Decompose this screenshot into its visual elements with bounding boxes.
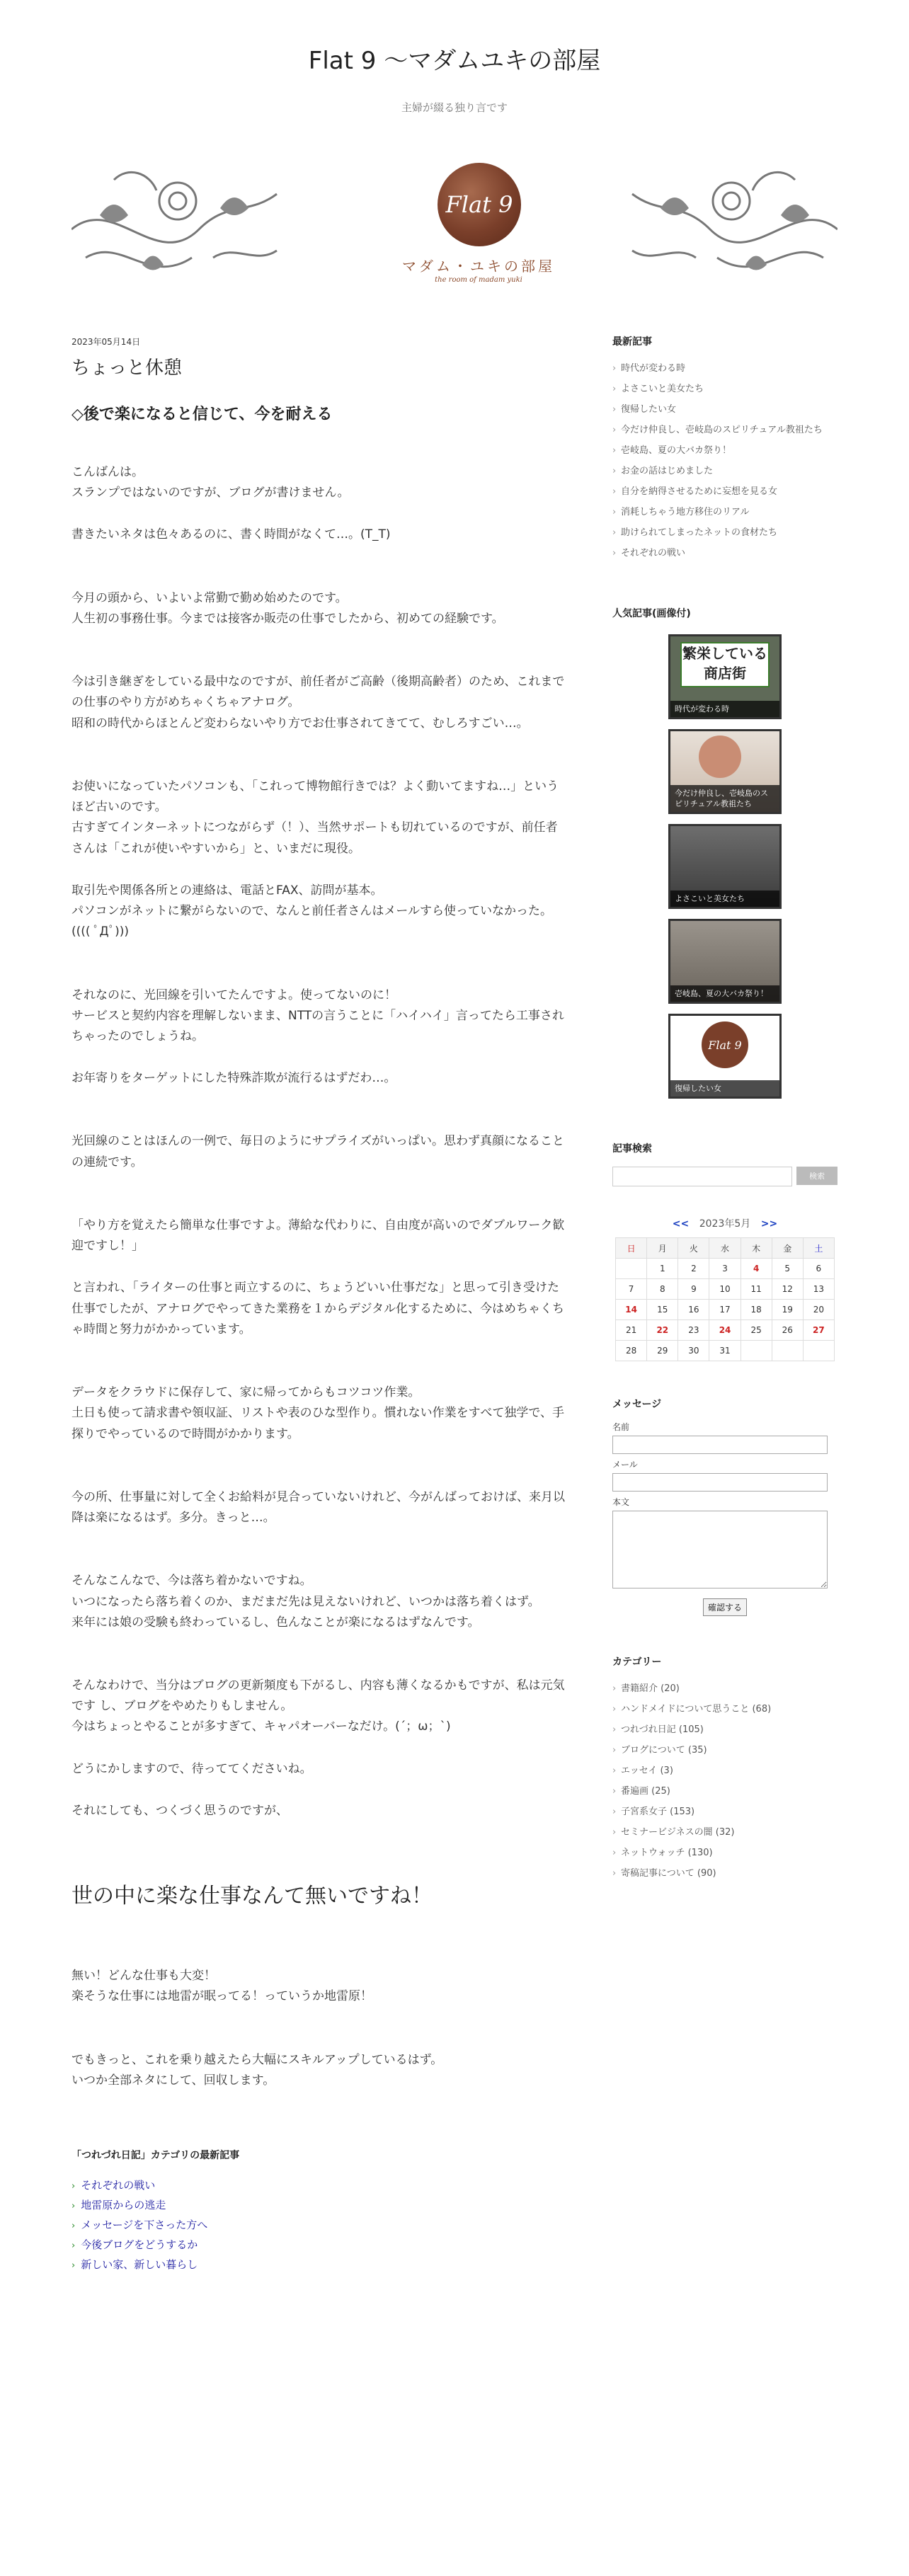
name-field[interactable] [612, 1436, 828, 1454]
calendar-day: 1 [647, 1259, 678, 1279]
calendar-day-link[interactable]: 24 [709, 1320, 741, 1341]
calendar-day: 29 [647, 1341, 678, 1361]
main-column [72, 336, 567, 2275]
related-post-anchor[interactable]: 地雷原からの逃走 [81, 2199, 166, 2212]
category-link[interactable]: › 書籍紹介 (20) [612, 1678, 837, 1699]
calendar-day: 30 [678, 1341, 709, 1361]
calendar-day: 7 [616, 1279, 647, 1300]
calendar-day: 9 [678, 1279, 709, 1300]
paragraph: 書きたいネタは色々あるのに、書く時間がなくて…。(T_T) [72, 527, 391, 542]
calendar-day: 10 [709, 1279, 741, 1300]
related-post-link[interactable] [72, 2216, 567, 2236]
category-link[interactable]: › エッセイ (3) [612, 1761, 837, 1781]
related-posts-list [72, 2176, 567, 2275]
calendar-day: 13 [803, 1279, 834, 1300]
calendar-day: 23 [678, 1320, 709, 1341]
name-label: 名前 [612, 1422, 630, 1432]
related-post-anchor[interactable]: 新しい家、新しい暮らし [81, 2258, 198, 2272]
logo-subtitle: the room of madam yuki [435, 276, 522, 284]
thumbnail-caption: 時代が変わる時 [670, 701, 779, 717]
sidebar [612, 334, 837, 1884]
paragraph: お年寄りをターゲットにした特殊詐欺が流行るはずだわ…。 [72, 1071, 396, 1086]
related-post-link[interactable] [72, 2236, 567, 2255]
shop-sign: 繁栄している商店街 [680, 642, 770, 687]
recent-post-link[interactable]: › お金の話はじめました [612, 461, 837, 481]
calendar-day [772, 1341, 803, 1361]
calendar-day: 12 [772, 1279, 803, 1300]
calendar-day-link[interactable]: 22 [647, 1320, 678, 1341]
recent-post-link[interactable]: › よさこいと美女たち [612, 379, 837, 399]
paragraph: 光回線のことはほんの一例で、毎日のようにサプライズがいっぱい。思わず真顔になることの連続です。 [72, 1134, 564, 1169]
calendar-day [741, 1341, 772, 1361]
calendar-prev-link[interactable]: << [672, 1218, 690, 1230]
calendar-day: 6 [803, 1259, 834, 1279]
paragraph: データをクラウドに保存して、家に帰ってからもコツコツ作業。 土日も使って請求書や領収証、リストや表のひな型作り。慣れない作業をすべて独学で、手探りでやっているので時間がかかります。 [72, 1385, 564, 1441]
paragraph: それなのに、光回線を引いてたんですよ。使ってないのに！ サービスと契約内容を理解しないまま、NTTの言うことに「ハイハイ」言ってたら工事されちゃったのでしょうね。 [72, 988, 564, 1043]
weekday-cell: 月 [647, 1238, 678, 1259]
calendar-day: 26 [772, 1320, 803, 1341]
body-label: 本文 [612, 1497, 630, 1507]
paragraph: お使いになっていたパソコンも、「これって博物館行きでは？よく動いてますね…」というほど古いのです。 古すぎてインターネットにつながらず（！）、当然サポートも切れているのですが、前任者さんは「これが使いやすいから」と、いまだに現役。 [72, 779, 559, 856]
calendar-header [612, 1216, 837, 1230]
category-link[interactable]: › 寄稿記事について (90) [612, 1863, 837, 1884]
thumbnail-caption: 壱岐島、夏の大バカ祭り！ [670, 985, 779, 1002]
recent-post-link[interactable]: › 壱岐島、夏の大バカ祭り！ [612, 440, 837, 461]
weekday-cell: 木 [741, 1238, 772, 1259]
header-banner[interactable] [72, 151, 837, 290]
email-field[interactable] [612, 1473, 828, 1492]
message-body-field[interactable] [612, 1511, 828, 1588]
recent-post-link[interactable]: › 時代が変わる時 [612, 358, 837, 379]
popular-post-thumbnail[interactable] [668, 729, 782, 814]
calendar-day: 2 [678, 1259, 709, 1279]
calendar-day: 28 [616, 1341, 647, 1361]
paragraph: そんなこんなで、今は落ち着かないですね。 いつになったら落ち着くのか、まだまだ先は見えないけれど、いつかは落ち着くはず。 来年には娘の受験も終わっているし、色んなことが楽になるはずなんです。 [72, 1574, 540, 1630]
recent-posts-heading: 最新記事 [612, 336, 652, 348]
calendar-day: 21 [616, 1320, 647, 1341]
recent-posts-list [612, 358, 837, 563]
related-post-link[interactable] [72, 2255, 567, 2275]
emphasis-heading: 世の中に楽な仕事なんて無いですね！ [72, 1884, 433, 1909]
calendar-next-link[interactable]: >> [760, 1218, 778, 1230]
category-link[interactable]: › セミナービジネスの闇 (32) [612, 1822, 837, 1843]
mail-label: メール [612, 1460, 638, 1470]
weekday-cell: 日 [616, 1238, 647, 1259]
site-title[interactable]: Flat 9 〜マダムユキの部屋 [308, 47, 601, 75]
calendar-day: 5 [772, 1259, 803, 1279]
site-tagline: 主婦が綴る独り言です [401, 101, 508, 114]
category-link[interactable]: › ハンドメイドについて思うこと (68) [612, 1699, 837, 1719]
paragraph: そんなわけで、当分はブログの更新頻度も下がるし、内容も薄くなるかもですが、私は元気です し、ブログをやめたりもしません。 今はちょっとやることが多すぎて、キャパオーバーなだけ。(´；ω；`) [72, 1678, 565, 1734]
calendar-day [803, 1341, 834, 1361]
left-flourish-icon [72, 151, 284, 290]
paragraph: でもきっと、これを乗り越えたら大幅にスキルアップしているはず。 いつか全部ネタにして、回収します。 [72, 2052, 443, 2088]
related-post-anchor[interactable]: 今後ブログをどうするか [81, 2238, 198, 2252]
paragraph: 今月の頭から、いよいよ常勤で勤め始めたのです。 人生初の事務仕事。今までは接客か販売の仕事でしたから、初めての経験です。 [72, 590, 504, 626]
recent-post-link[interactable]: › 復帰したい女 [612, 399, 837, 420]
weekday-cell: 金 [772, 1238, 803, 1259]
calendar-day: 20 [803, 1300, 834, 1320]
calendar-day-link[interactable]: 4 [741, 1259, 772, 1279]
related-post-anchor[interactable]: メッセージを下さった方へ [81, 2219, 208, 2232]
search-button[interactable]: 検索 [796, 1167, 837, 1185]
calendar-table [615, 1237, 835, 1361]
paragraph: 取引先や関係各所との連絡は、電話とFAX、訪問が基本。 パソコンがネットに繋がらないので、なんと前任者さんはメールすら使っていなかった。(((( ﾟДﾟ))) [72, 883, 552, 939]
category-heading: カテゴリー [612, 1656, 662, 1668]
recent-post-link[interactable]: › 助けられてしまったネットの食材たち [612, 522, 837, 543]
popular-post-thumbnail[interactable] [668, 919, 782, 1004]
message-heading: メッセージ [612, 1399, 662, 1410]
calendar-weekday-row [616, 1238, 835, 1259]
calendar-day: 15 [647, 1300, 678, 1320]
paragraph: 「やり方を覚えたら簡単な仕事ですよ。薄給な代わりに、自由度が高いのでダブルワーク歓迎ですし！」 [72, 1218, 565, 1254]
calendar-month: 2023年5月 [699, 1218, 751, 1230]
logo-mark-small: Flat 9 [702, 1021, 748, 1068]
category-link[interactable]: › 子宮系女子 (153) [612, 1802, 837, 1822]
weekday-cell: 土 [803, 1238, 834, 1259]
paragraph: と言われ、「ライターの仕事と両立するのに、ちょうどいい仕事だな」と思って引き受けた仕事でしたが、アナログでやってきた業務を１からデジタル化するために、今はめちゃくちゃ時間と努力がかかっています。 [72, 1281, 564, 1336]
logo-mark: Flat 9 [438, 163, 521, 246]
calendar-day: 18 [741, 1300, 772, 1320]
paragraph: どうにかしますので、待っててくださいね。 [72, 1761, 312, 1776]
paragraph: 今の所、仕事量に対して全くお給料が見合っていないけれど、今がんばっておけば、来月以降は楽になるはず。多分。きっと…。 [72, 1489, 565, 1525]
calendar-day: 31 [709, 1341, 741, 1361]
recent-post-link[interactable]: › 今だけ仲良し、壱岐島のスピリチュアル教祖たち [612, 420, 837, 440]
confirm-button[interactable]: 確認する [703, 1598, 747, 1616]
calendar-day: 17 [709, 1300, 741, 1320]
logo-text: マダム・ユキの部屋 [402, 258, 555, 275]
post-title[interactable]: ちょっと休憩 [72, 357, 183, 379]
calendar-day: 25 [741, 1320, 772, 1341]
weekday-cell: 水 [709, 1238, 741, 1259]
thumbnail-caption: よさこいと美女たち [670, 891, 779, 907]
related-posts-title: 「つれづれ日記」カテゴリの最新記事 [72, 2150, 240, 2162]
calendar-day: 8 [647, 1279, 678, 1300]
recent-post-link[interactable]: › 消耗しちゃう地方移住のリアル [612, 502, 837, 522]
category-link[interactable]: › ブログについて (35) [612, 1740, 837, 1761]
category-list [612, 1678, 837, 1884]
paragraph: こんばんは。 スランプではないのですが、ブログが書けません。 [72, 465, 350, 500]
category-link[interactable]: › ネットウォッチ (130) [612, 1843, 837, 1863]
weekday-cell: 火 [678, 1238, 709, 1259]
paragraph: 無い！どんな仕事も大変！ 楽そうな仕事には地雷が眠ってる！っていうか地雷原！ [72, 1969, 372, 2004]
related-post-link[interactable] [72, 2176, 567, 2196]
calendar-day [616, 1259, 647, 1279]
search-form [612, 1167, 837, 1186]
calendar-day: 3 [709, 1259, 741, 1279]
calendar-day-link[interactable]: 14 [616, 1300, 647, 1320]
thumbnail-caption: 復帰したい女 [670, 1080, 779, 1097]
popular-post-thumbnail[interactable] [668, 1014, 782, 1099]
portrait-shape [699, 735, 741, 778]
calendar-day: 11 [741, 1279, 772, 1300]
right-flourish-icon [625, 151, 837, 290]
category-link[interactable]: › 番遍画 (25) [612, 1781, 837, 1802]
popular-post-thumbnail[interactable] [668, 634, 782, 719]
recent-post-link[interactable]: › 自分を納得させるために妄想を見る女 [612, 481, 837, 502]
post-subheading: ◇後で楽になると信じて、今を耐える [72, 406, 333, 423]
popular-post-thumbnail[interactable] [668, 824, 782, 909]
paragraph: 今は引き継ぎをしている最中なのですが、前任者がご高齢（後期高齢者）のため、これまでの仕事のやり方がめちゃくちゃアナログ。 昭和の時代からほとんど変わらないやり方でお仕事されてきてて、むしろすごい…。 [72, 675, 565, 731]
search-heading: 記事検索 [612, 1143, 652, 1155]
related-post-anchor[interactable]: それぞれの戦い [81, 2179, 156, 2192]
popular-posts-heading: 人気記事(画像付) [612, 608, 691, 619]
related-post-link[interactable] [72, 2196, 567, 2216]
site-header [0, 0, 909, 115]
calendar-day-link[interactable]: 27 [803, 1320, 834, 1341]
thumbnail-caption: 今だけ仲良し、壱岐島のスピリチュアル教祖たち [670, 785, 779, 812]
recent-post-link[interactable]: › それぞれの戦い [612, 543, 837, 563]
post-date: 2023年05月14日 [72, 337, 141, 347]
calendar-day: 19 [772, 1300, 803, 1320]
calendar-day: 16 [678, 1300, 709, 1320]
paragraph: それにしても、つくづく思うのですが、 [72, 1803, 288, 1818]
category-link[interactable]: › つれづれ日記 (105) [612, 1719, 837, 1740]
search-input[interactable] [612, 1167, 792, 1186]
